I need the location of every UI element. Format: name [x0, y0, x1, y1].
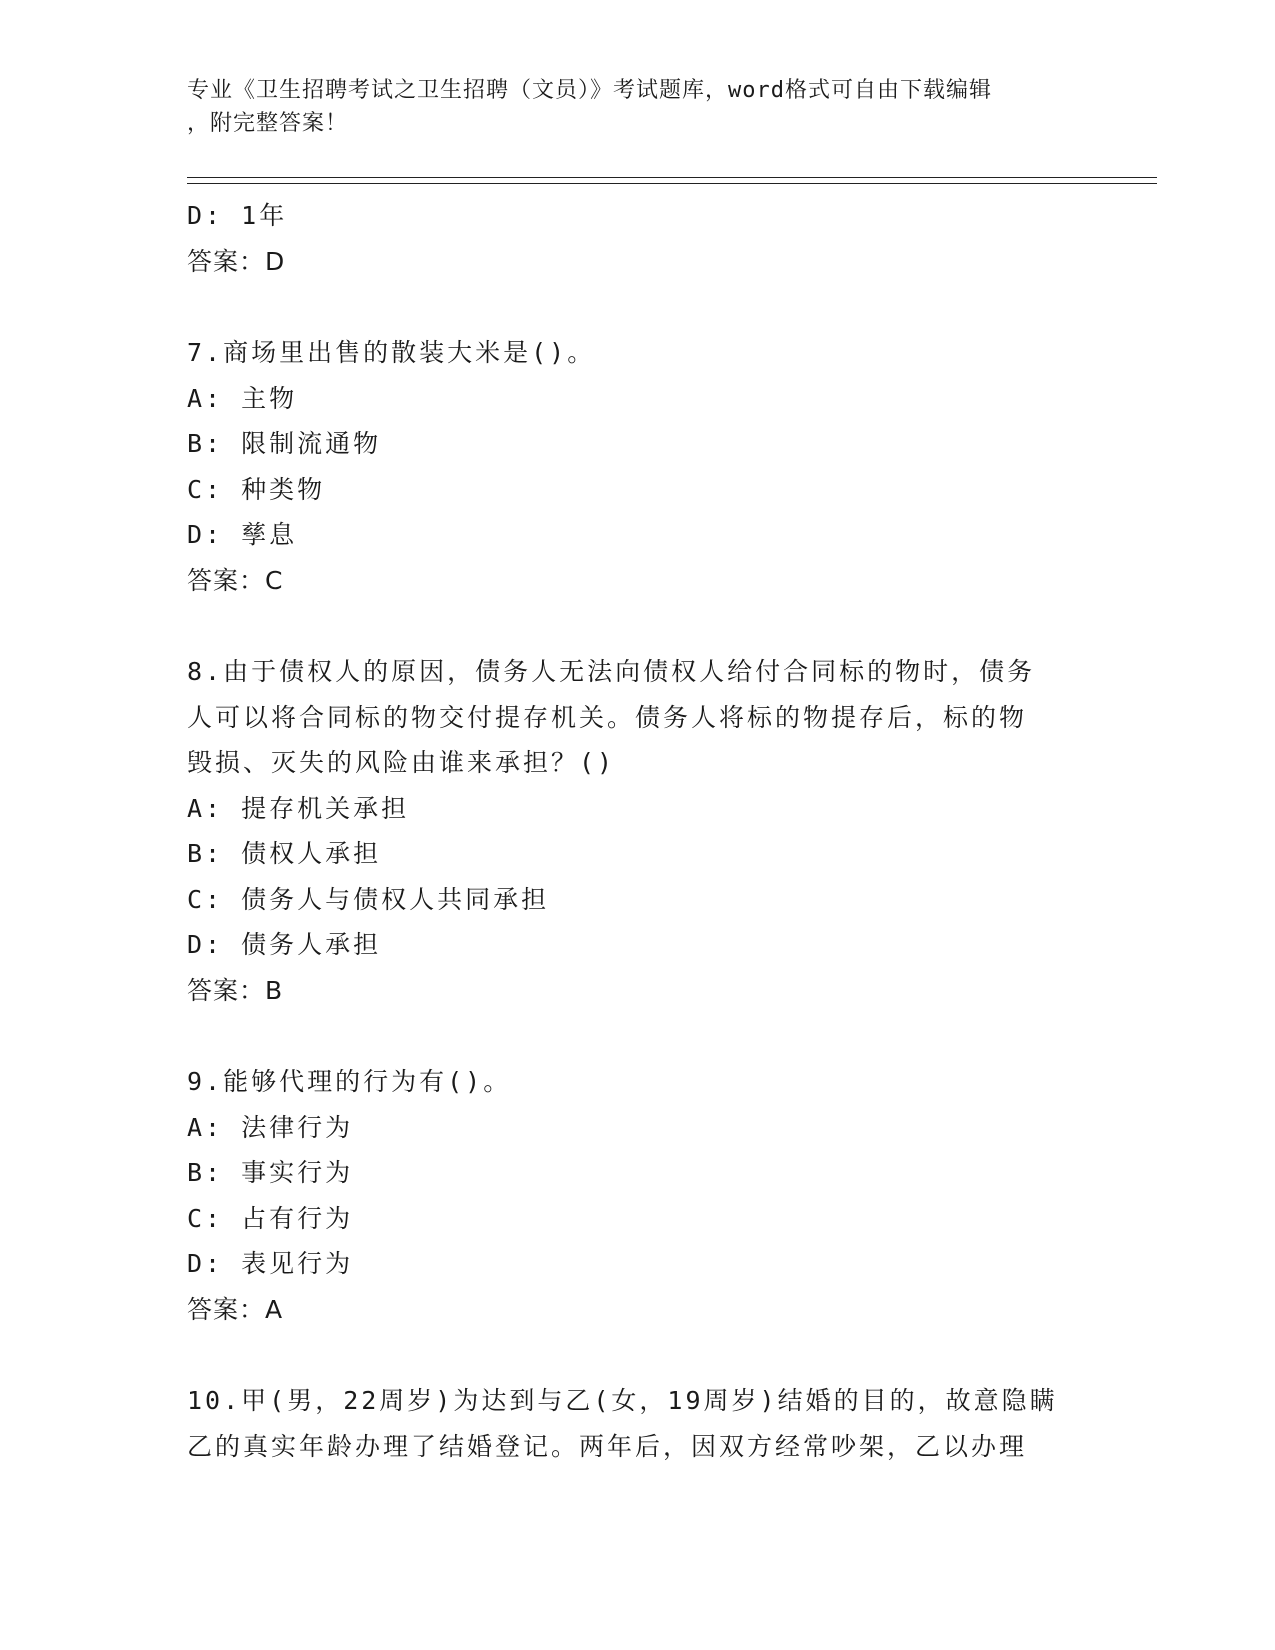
spacer [187, 1013, 1067, 1059]
answer-line: 答案：C [187, 565, 284, 595]
question-stem-line-2: 人可以将合同标的物交付提存机关。债务人将标的物提存后，标的物 [187, 702, 1028, 732]
question-block-8 [187, 649, 1067, 1013]
spacer [187, 284, 1067, 330]
option-a: A: 主物 [187, 383, 298, 413]
header-divider-bottom [187, 183, 1157, 184]
option-a: A: 法律行为 [187, 1112, 354, 1142]
header-divider-top [187, 177, 1157, 178]
option-d: D: 1年 [187, 201, 288, 230]
answer-line: 答案：A [187, 1294, 284, 1324]
question-block-7 [187, 330, 1067, 603]
question-list [187, 193, 1067, 1469]
spacer [187, 603, 1067, 649]
option-a: A: 提存机关承担 [187, 793, 410, 823]
answer-line: 答案：D [187, 246, 286, 276]
option-c: C: 种类物 [187, 474, 326, 504]
question-stem: 9.能够代理的行为有()。 [187, 1067, 512, 1096]
option-c: C: 占有行为 [187, 1203, 354, 1233]
spacer [187, 1332, 1067, 1378]
question-stem: 7.商场里出售的散装大米是()。 [187, 338, 596, 367]
header-title-line-1: 专业《卫生招聘考试之卫生招聘（文员）》考试题库，word格式可自由下载编辑 [187, 78, 992, 103]
option-b: B: 限制流通物 [187, 429, 382, 458]
question-stem-line-2: 乙的真实年龄办理了结婚登记。两年后，因双方经常吵架，乙以办理 [187, 1431, 1028, 1461]
option-d: D: 表见行为 [187, 1249, 354, 1278]
question-block-prev [187, 193, 1067, 284]
option-d: D: 孳息 [187, 520, 298, 549]
document-header [187, 74, 1067, 140]
question-stem-line-3: 毁损、灭失的风险由谁来承担？() [187, 748, 616, 777]
question-stem-line-1: 8.由于债权人的原因，债务人无法向债权人给付合同标的物时，债务 [187, 657, 1036, 686]
question-stem-line-1: 10.甲(男，22周岁)为达到与乙(女，19周岁)结婚的目的，故意隐瞒 [187, 1386, 1058, 1415]
answer-line: 答案：B [187, 975, 284, 1005]
question-block-10 [187, 1378, 1067, 1469]
option-b: B: 债权人承担 [187, 839, 382, 868]
header-title-line-2: ，附完整答案！ [187, 111, 349, 136]
option-c: C: 债务人与债权人共同承担 [187, 884, 550, 914]
question-block-9 [187, 1059, 1067, 1332]
option-d: D: 债务人承担 [187, 930, 382, 959]
option-b: B: 事实行为 [187, 1158, 354, 1187]
